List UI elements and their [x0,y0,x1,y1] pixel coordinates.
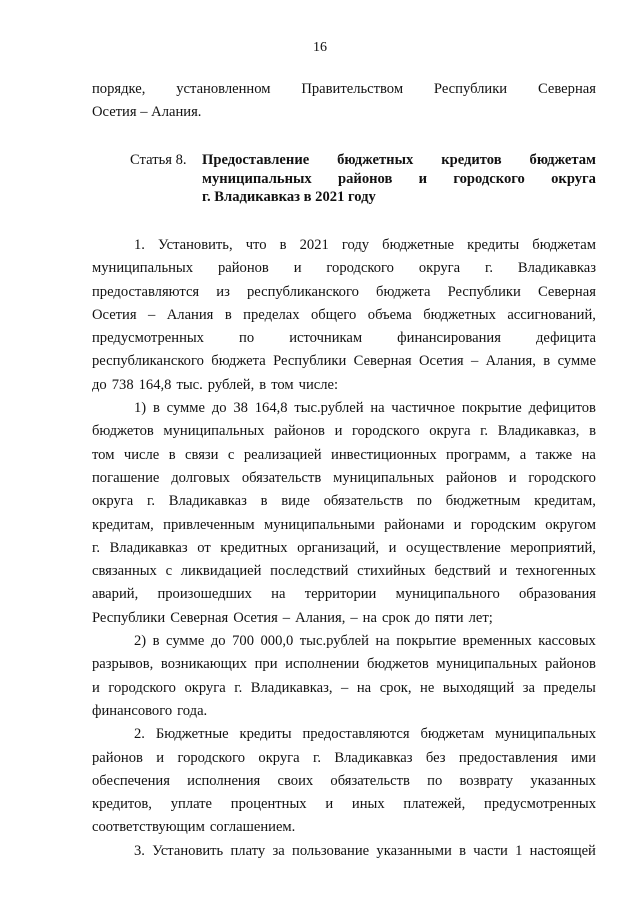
word: Алания, [485,353,536,370]
word: Северная [537,283,596,300]
word: муниципальных [494,726,596,743]
text-line [92,281,596,304]
word: срок, [379,679,412,696]
word: финансирования [397,330,501,347]
word: округа [418,260,461,277]
text-line [92,607,596,630]
word: дефицита [535,330,596,347]
word: и [508,469,517,486]
word: Осетия [233,609,278,626]
word: пользование [292,842,370,859]
word: и [325,796,334,813]
word: муниципального [395,586,500,603]
word: иных [351,796,385,813]
word: аварий, [92,586,139,603]
word: бюджета [376,283,431,300]
word: 38 [233,400,248,417]
word: Осетия – Алания. [92,104,202,121]
word: г. [485,260,494,277]
word: ассигнований, [507,306,596,323]
text-line [92,327,596,350]
text-line [92,257,596,280]
word: городского [352,423,420,440]
word: на [356,679,372,696]
text-line [92,770,596,793]
word: округа [184,679,226,696]
text-line [202,151,596,170]
word: последствий [270,563,349,580]
word: обязательств [330,772,410,789]
word: муниципальными [263,516,375,533]
word: дефицитов [528,400,596,417]
word: ликвидацией [180,563,262,580]
word: в [459,842,466,859]
word: предусмотренных [484,796,596,813]
word: в [279,237,287,253]
word: кредитов [441,152,502,168]
word: Владикавказ [168,493,247,510]
word: и [418,170,428,187]
word: в [152,400,160,417]
word: общего [310,306,357,323]
word: в [259,376,267,393]
text-line [92,653,596,676]
word: Алания, [295,609,346,626]
word: за [272,842,285,859]
text-line [92,793,596,816]
word: тыс. [176,376,203,393]
word: Осетия [92,306,137,323]
word: привлеченным [163,516,255,533]
intro-paragraph [92,78,596,125]
word: программ, [446,446,511,463]
word: – [350,609,358,626]
word: исполнении [285,656,360,673]
word: ими [571,749,596,766]
word: на [362,609,377,626]
word: кредиты [467,237,520,253]
text-line [92,374,596,397]
word: техногенных [515,563,596,580]
word: районов [217,260,269,277]
word: в [260,493,268,510]
word: возврату [459,772,514,789]
page-number: 16 [313,40,327,55]
word: до [211,400,227,417]
word: 164,8 [254,400,288,417]
word: на [375,633,390,650]
word: из [216,283,230,300]
word: округа [551,170,596,187]
word: кредиты [239,726,292,743]
word: муниципальных [202,170,312,187]
text-line [92,234,596,257]
word: виде [281,493,310,510]
word: Северная [537,81,596,97]
word: бюджетов [366,656,429,673]
text-line [92,490,596,513]
word: округа [92,493,134,510]
word: Республики [447,283,521,300]
word: Республики [92,609,166,626]
word: указанных [530,772,596,789]
word: по [239,330,255,347]
word: 2. [134,726,145,743]
word: соглашением. [209,819,296,836]
word: округом [545,516,596,533]
word: покрытие [461,400,522,417]
word: бюджетам [532,237,596,253]
word: и [499,563,508,580]
word: и [92,679,100,696]
word: в [168,446,176,463]
word: – [148,306,156,323]
word: сумме [166,633,205,650]
word: исполнения [187,772,261,789]
word: стихийных [357,563,426,580]
word: городского [528,469,596,486]
word: а [519,446,527,463]
word: уплате [170,796,213,813]
word: районов [545,656,596,673]
text-line [92,630,596,653]
word: территории [304,586,377,603]
text-line [92,560,596,583]
word: образования [519,586,596,603]
word: г. [313,749,322,766]
word: разрывов, [92,656,154,673]
word: городского [177,749,246,766]
word: предоставляются [92,283,200,300]
word: районов [274,423,325,440]
text-line [92,350,596,373]
word: в [224,306,232,323]
word: на [581,446,596,463]
text-line [92,78,596,101]
word: городского [453,170,525,187]
word: реализацией [243,446,322,463]
word: осуществление [406,539,501,556]
word: на [271,586,286,603]
text-line [202,188,596,207]
word: обеспечения [92,772,170,789]
article-body [92,234,596,863]
word: сумме [166,400,206,417]
word: лет; [468,609,493,626]
word: обязательств [241,469,322,486]
word: в [152,633,160,650]
word: бюджета [211,353,266,370]
word: – [470,353,479,370]
word: тыс.рублей [299,633,369,650]
word: предоставляются [302,726,410,743]
word: настоящей [529,842,596,859]
word: республиканского [92,353,204,370]
word: 1 [515,842,523,859]
word: 3. [134,842,145,859]
word: объема [367,306,412,323]
word: Осетия [419,353,464,370]
word: при [254,656,278,673]
word: обязательств [323,493,404,510]
article-number: Статья 8. [130,152,187,168]
text-line [92,101,596,124]
word: Бюджетные [155,726,229,743]
word: г. [147,493,156,510]
word: по [416,493,432,510]
word: бюджетным [445,493,521,510]
word: без [425,749,446,766]
word: долговых [171,469,230,486]
word: за [522,679,535,696]
word: не [420,679,435,696]
word: предоставления [458,749,558,766]
text-line [92,537,596,560]
word: своих [277,772,314,789]
word: по [427,772,443,789]
word: до [92,376,107,393]
word: бедствий [434,563,491,580]
word: Республики [273,353,347,370]
word: с [165,563,173,580]
text-line [92,677,596,700]
word: числе [123,446,160,463]
word: связи [185,446,219,463]
word: округа [429,423,471,440]
word: 738 [111,376,134,393]
text-line [92,514,596,537]
word: 1) [134,400,147,417]
word: 000,0 [260,633,294,650]
text-line [92,723,596,746]
word: Владикавказ, [250,679,333,696]
word: Установить, [158,237,233,253]
word: бюджетам [420,726,485,743]
word: также [535,446,573,463]
word: г. [480,423,489,440]
word: Владикавказ [109,539,188,556]
word: 2) [134,633,147,650]
word: округа [258,749,300,766]
text-line [92,700,596,723]
word: – [282,609,291,626]
text-line [92,583,596,606]
word: Северная [170,609,229,626]
word: и [453,516,462,533]
word: муниципальных [92,260,194,277]
word: погашение [92,469,160,486]
word: выходящий [442,679,515,696]
word: и [388,539,397,556]
word: районов [446,469,497,486]
word: предусмотренных [92,330,204,347]
word: тыс.рублей [294,400,364,417]
word: платежей, [403,796,466,813]
word: до [415,609,430,626]
word: городского [326,260,394,277]
word: Владикавказ [334,749,413,766]
text-line [92,420,596,443]
word: районами [384,516,445,533]
text-line [92,467,596,490]
word: 164,8 [138,376,172,393]
word: рублей, [207,376,255,393]
word: муниципальных [163,423,265,440]
text-line [92,840,596,863]
word: на [370,400,385,417]
text-line [92,397,596,420]
word: Алания [166,306,214,323]
word: возникающих [160,656,247,673]
word: пределы [543,679,596,696]
word: кассовых [538,633,596,650]
text-line [92,747,596,770]
word: порядке, [92,81,146,97]
word: Установить [152,842,224,859]
word: кредитам, [92,516,154,533]
word: установленном [176,81,271,97]
word: бюджетные [382,237,455,253]
word: бюджетов [92,423,154,440]
word: Северная [353,353,412,370]
word: районов [92,749,143,766]
word: до [210,633,226,650]
word: и [334,423,343,440]
word: что [245,237,267,253]
word: инвестиционных [331,446,437,463]
word: указанными [376,842,452,859]
word: бюджетных [337,152,414,168]
word: кредитных [220,539,288,556]
word: числе: [298,376,339,393]
word: в [589,423,596,440]
word: муниципальных [333,469,435,486]
word: районов [338,170,393,187]
word: том [271,376,294,393]
word: связанных [92,563,157,580]
word: с [227,446,235,463]
word: городским [470,516,536,533]
word: процентных [230,796,307,813]
word: плату [230,842,266,859]
word: организаций, [297,539,380,556]
word: мероприятий, [510,539,596,556]
word: году [341,237,370,253]
word: и [156,749,165,766]
word: пяти [434,609,464,626]
word: и [293,260,302,277]
word: г. [92,539,100,556]
word: соответствующим [92,819,205,836]
word: – [341,679,349,696]
word: Владикавказ, [497,423,580,440]
word: пределах [243,306,300,323]
word: бюджетных [423,306,496,323]
word: частичное [391,400,456,417]
word: кредитов, [92,796,152,813]
word: 700 [232,633,254,650]
word: республиканского [247,283,359,300]
word: от [197,539,211,556]
word: финансового [92,702,173,719]
word: покрытие [396,633,457,650]
word: источникам [289,330,363,347]
word: Правительством [301,81,404,97]
word: муниципальных [436,656,538,673]
article-title [202,151,596,207]
word: городского [108,679,176,696]
word: части [473,842,508,859]
word: бюджетам [529,152,596,168]
word: в [543,353,551,370]
text-line [92,304,596,327]
word: срок [381,609,411,626]
word: г. Владикавказ в 2021 году [202,189,376,205]
word: том [92,446,115,463]
word: Предоставление [202,152,310,168]
word: кредитам, [534,493,596,510]
word: Владикавказ [517,260,596,277]
word: произошедших [157,586,252,603]
word: 2021 [299,237,329,253]
text-line [202,170,596,189]
word: года. [177,702,208,719]
word: 1. [134,237,145,253]
word: Республики [433,81,508,97]
word: сумме [557,353,596,370]
word: временных [462,633,532,650]
text-line [92,444,596,467]
word: г. [234,679,243,696]
article-heading [130,151,596,207]
text-line [92,816,596,839]
